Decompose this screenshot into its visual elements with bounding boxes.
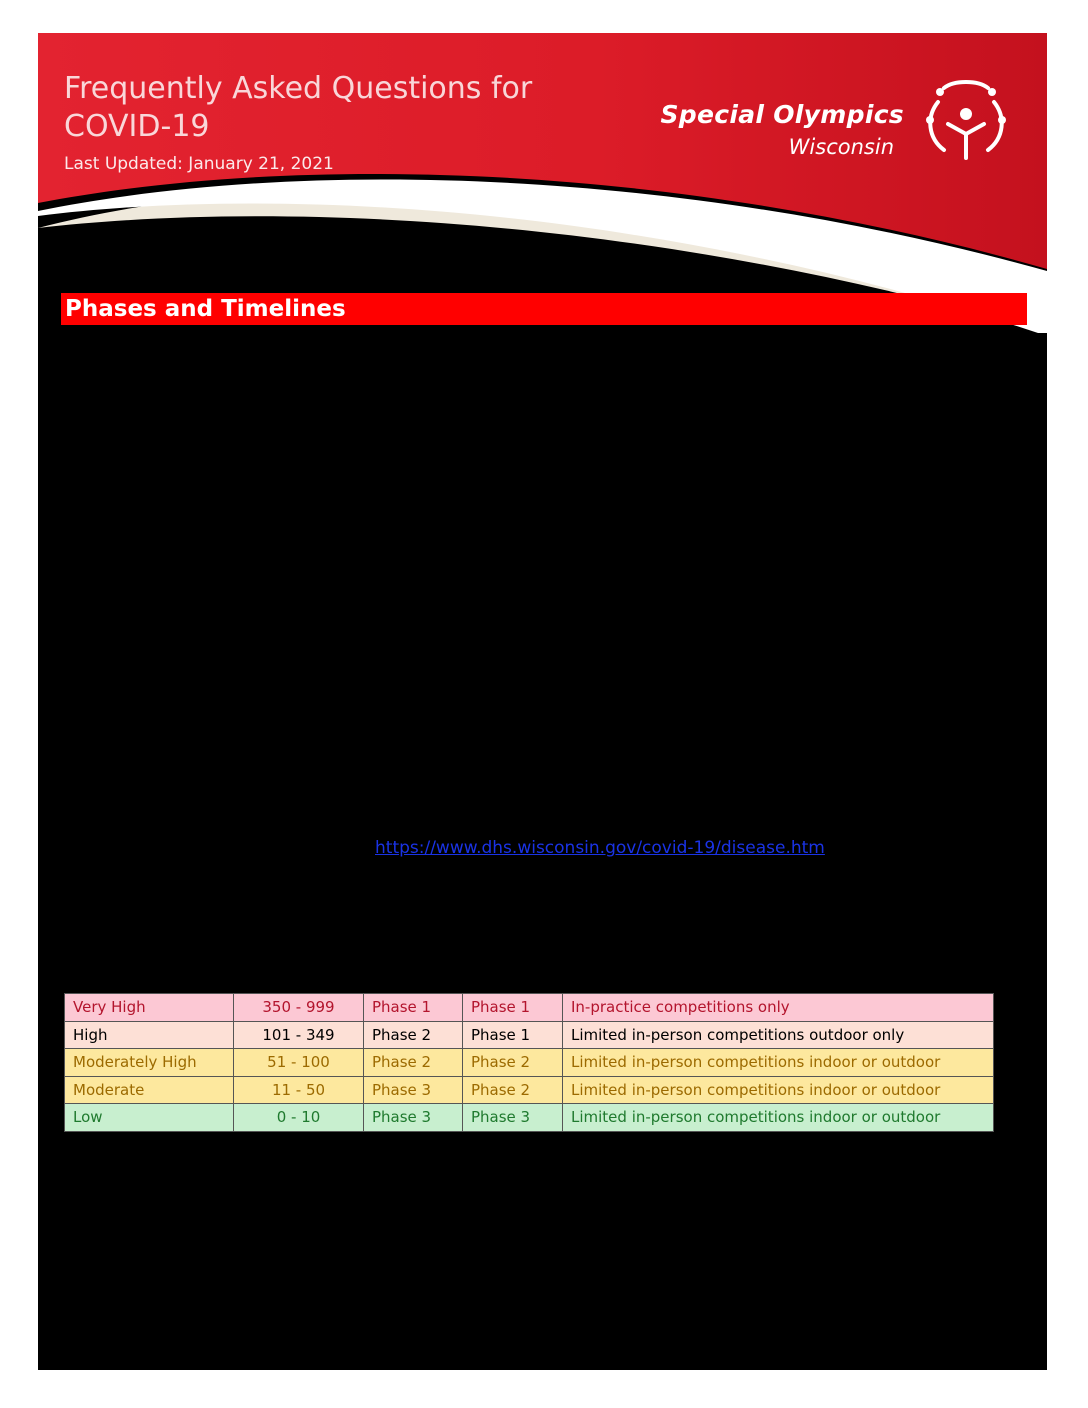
- case-range-cell: 101 - 349: [234, 1021, 364, 1049]
- phase-b-cell: Phase 3: [463, 1104, 563, 1132]
- case-range-cell: 350 - 999: [234, 994, 364, 1022]
- table-row: [65, 1049, 994, 1077]
- phase-b-cell: Phase 2: [463, 1049, 563, 1077]
- brand-name: Special Olympics: [660, 100, 904, 129]
- activity-level-cell: Moderately High: [65, 1049, 234, 1077]
- phase-a-cell: Phase 2: [364, 1049, 463, 1077]
- dhs-covid-link[interactable]: https://www.dhs.wisconsin.gov/covid-19/disease.htm: [375, 838, 825, 858]
- activity-level-cell: Low: [65, 1104, 234, 1132]
- last-updated-date: Last Updated: January 21, 2021: [64, 154, 334, 174]
- phase-a-cell: Phase 3: [364, 1104, 463, 1132]
- description-cell: Limited in-person competitions indoor or outdoor: [563, 1076, 994, 1104]
- special-olympics-logo-icon: [918, 72, 1014, 168]
- case-range-cell: 51 - 100: [234, 1049, 364, 1077]
- phase-b-cell: Phase 1: [463, 994, 563, 1022]
- case-range-cell: 0 - 10: [234, 1104, 364, 1132]
- case-range-cell: 11 - 50: [234, 1076, 364, 1104]
- phase-b-cell: Phase 1: [463, 1021, 563, 1049]
- phase-a-cell: Phase 2: [364, 1021, 463, 1049]
- phase-a-cell: Phase 3: [364, 1076, 463, 1104]
- phase-a-cell: Phase 1: [364, 994, 463, 1022]
- table-row: [65, 1076, 994, 1104]
- section-heading: Phases and Timelines: [61, 293, 1027, 325]
- table-row: [65, 994, 994, 1022]
- description-cell: Limited in-person competitions indoor or outdoor: [563, 1104, 994, 1132]
- description-cell: Limited in-person competitions indoor or outdoor: [563, 1049, 994, 1077]
- description-cell: In-practice competitions only: [563, 994, 994, 1022]
- page-title: Frequently Asked Questions for COVID-19: [64, 71, 533, 144]
- phase-b-cell: Phase 2: [463, 1076, 563, 1104]
- activity-level-cell: Very High: [65, 994, 234, 1022]
- phase-table: [64, 993, 994, 1132]
- table-row: [65, 1021, 994, 1049]
- table-row: [65, 1104, 994, 1132]
- activity-level-cell: High: [65, 1021, 234, 1049]
- description-cell: Limited in-person competitions outdoor only: [563, 1021, 994, 1049]
- brand-region: Wisconsin: [788, 135, 894, 159]
- activity-level-cell: Moderate: [65, 1076, 234, 1104]
